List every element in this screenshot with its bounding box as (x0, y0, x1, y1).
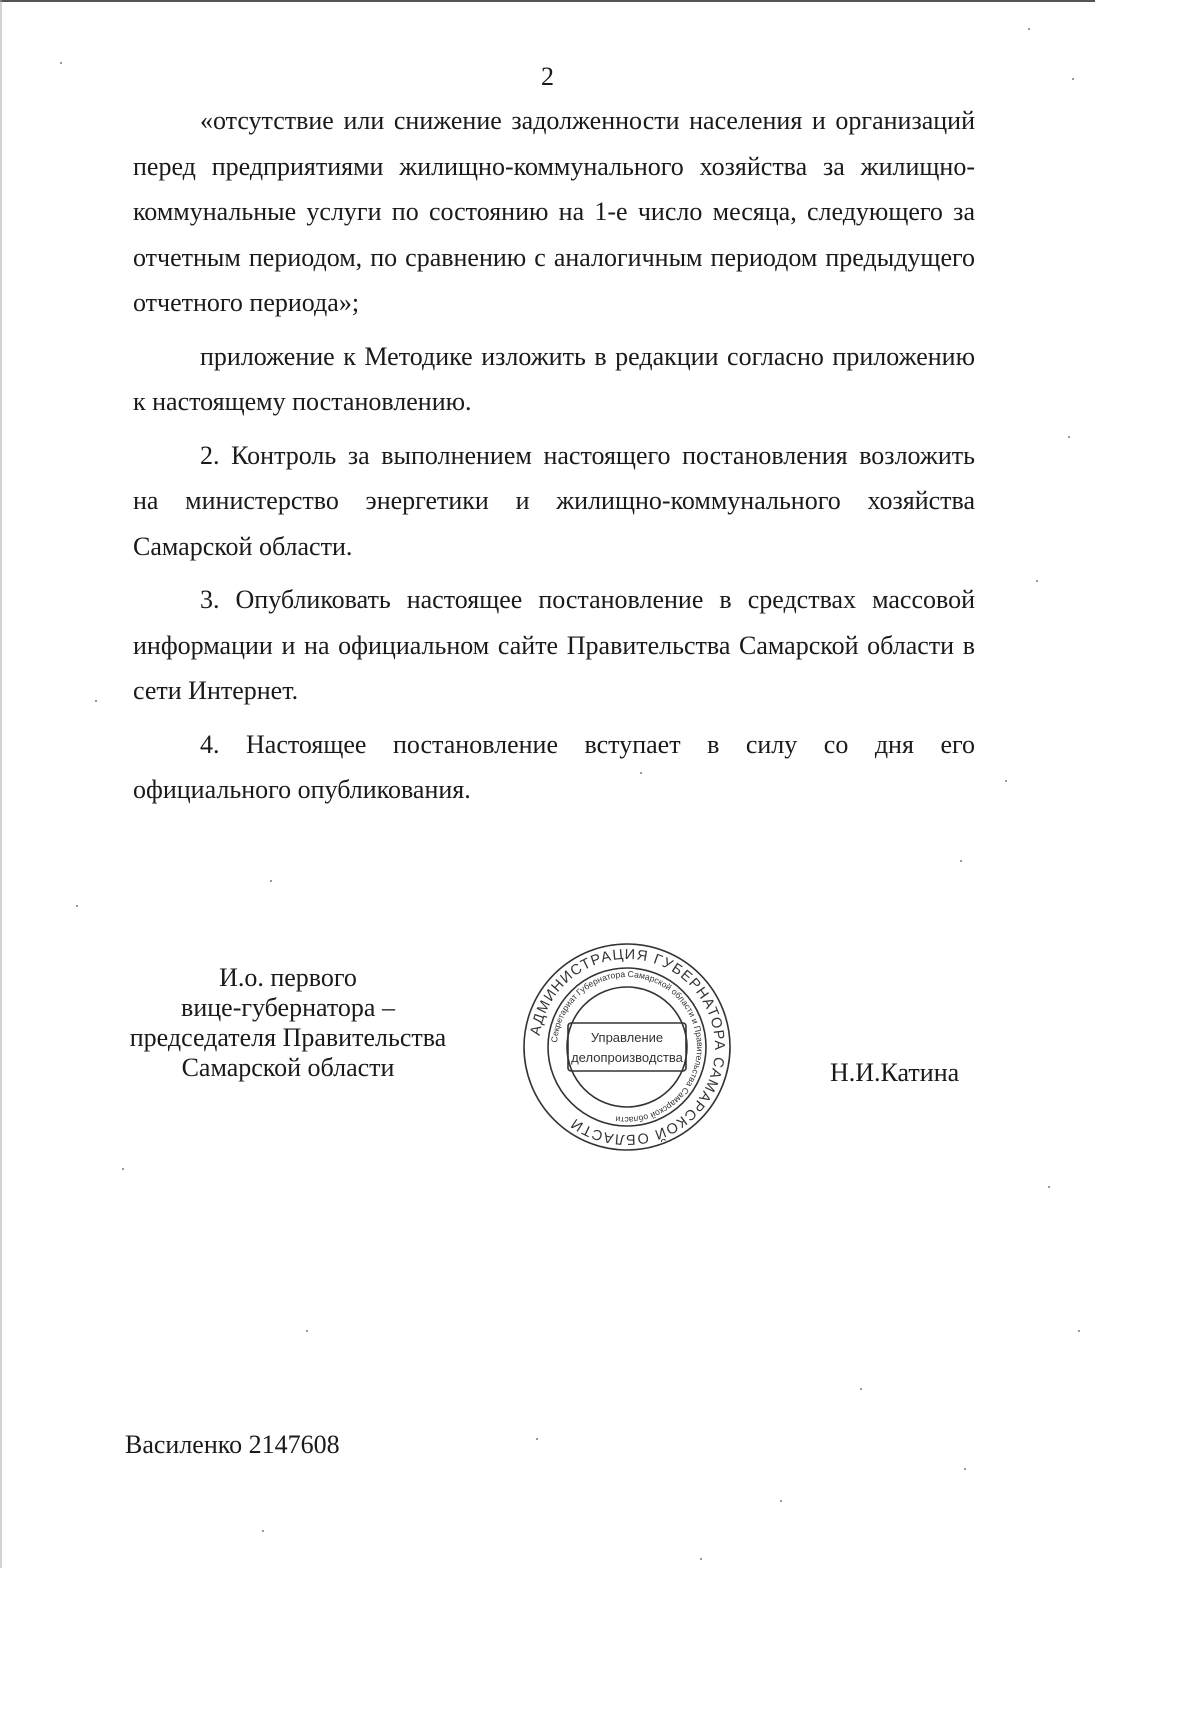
scan-speck (700, 1558, 702, 1560)
scan-left-edge (0, 0, 2, 1568)
paragraph-indicator-definition: «отсутствие или снижение задолженности населения и организаций перед предприятиями жилищно-коммунального хозяйства за жилищно-коммунальные услуги по состоянию на 1-е число месяца, следующего за отчетным периодом, по сравнению с аналогичным периодом предыдущего отчетного периода»; (133, 106, 975, 317)
paragraph-appendix: приложение к Методике изложить в редакции согласно приложению к настоящему постановлению. (133, 341, 975, 416)
stamp-center-line-2: делопроизводства (571, 1050, 683, 1065)
executor-contact: Василенко 2147608 (125, 1430, 340, 1459)
signer-name: Н.И.Катина (830, 1058, 960, 1087)
signature-title-line: вице-губернатора – (181, 993, 395, 1022)
scan-speck (1072, 78, 1074, 80)
stamp-inner-text: Секретариат Губернатора Самарской области и Правительства Самарской области (549, 968, 706, 1126)
scan-speck (1078, 1330, 1080, 1332)
stamp-middle-ring (548, 968, 706, 1126)
body-text (133, 98, 975, 813)
scan-speck (270, 880, 272, 882)
scan-speck (1036, 580, 1038, 582)
scan-speck (60, 62, 62, 64)
scan-speck (1048, 1186, 1050, 1188)
scan-speck (122, 1168, 124, 1170)
page-number: 2 (541, 62, 554, 91)
scan-speck (1005, 780, 1007, 782)
scan-speck (306, 1330, 308, 1332)
stamp-inner-ring (567, 987, 687, 1107)
signature-title-line: председателя Правительства (129, 1023, 447, 1052)
paragraph-control: 2. Контроль за выполнением настоящего постановления возложить на министерство энергетики и жилищно-коммунального хозяйства Самарской области. (133, 440, 975, 561)
official-stamp (522, 940, 732, 1155)
scan-speck (860, 1388, 862, 1390)
signature-title-line: Самарской области (181, 1053, 395, 1082)
paragraph-effective-date: 4. Настоящее постановление вступает в силу со дня его официального опубликования. (133, 729, 975, 804)
signature-title (118, 963, 458, 1083)
stamp-center-line-1: Управление (590, 1030, 664, 1045)
paragraph-publish: 3. Опубликовать настоящее постановление в средствах массовой информации и на официальном сайте Правительства Самарской области в сети Интернет. (133, 585, 975, 705)
scan-speck (95, 700, 97, 702)
scan-speck (780, 1500, 782, 1502)
scan-speck (1068, 436, 1070, 438)
signature-title-line: И.о. первого (219, 963, 357, 992)
scan-speck (964, 1468, 966, 1470)
scan-speck (640, 772, 642, 774)
stamp-outer-text: АДМИНИСТРАЦИЯ ГУБЕРНАТОРА САМАРСКОЙ ОБЛАСТИ (527, 946, 728, 1148)
scan-top-edge (0, 0, 1095, 2)
scan-speck (76, 905, 78, 907)
scan-speck (536, 1438, 538, 1440)
scan-speck (960, 860, 962, 862)
scan-speck (262, 1530, 264, 1532)
scan-speck (1028, 28, 1030, 30)
